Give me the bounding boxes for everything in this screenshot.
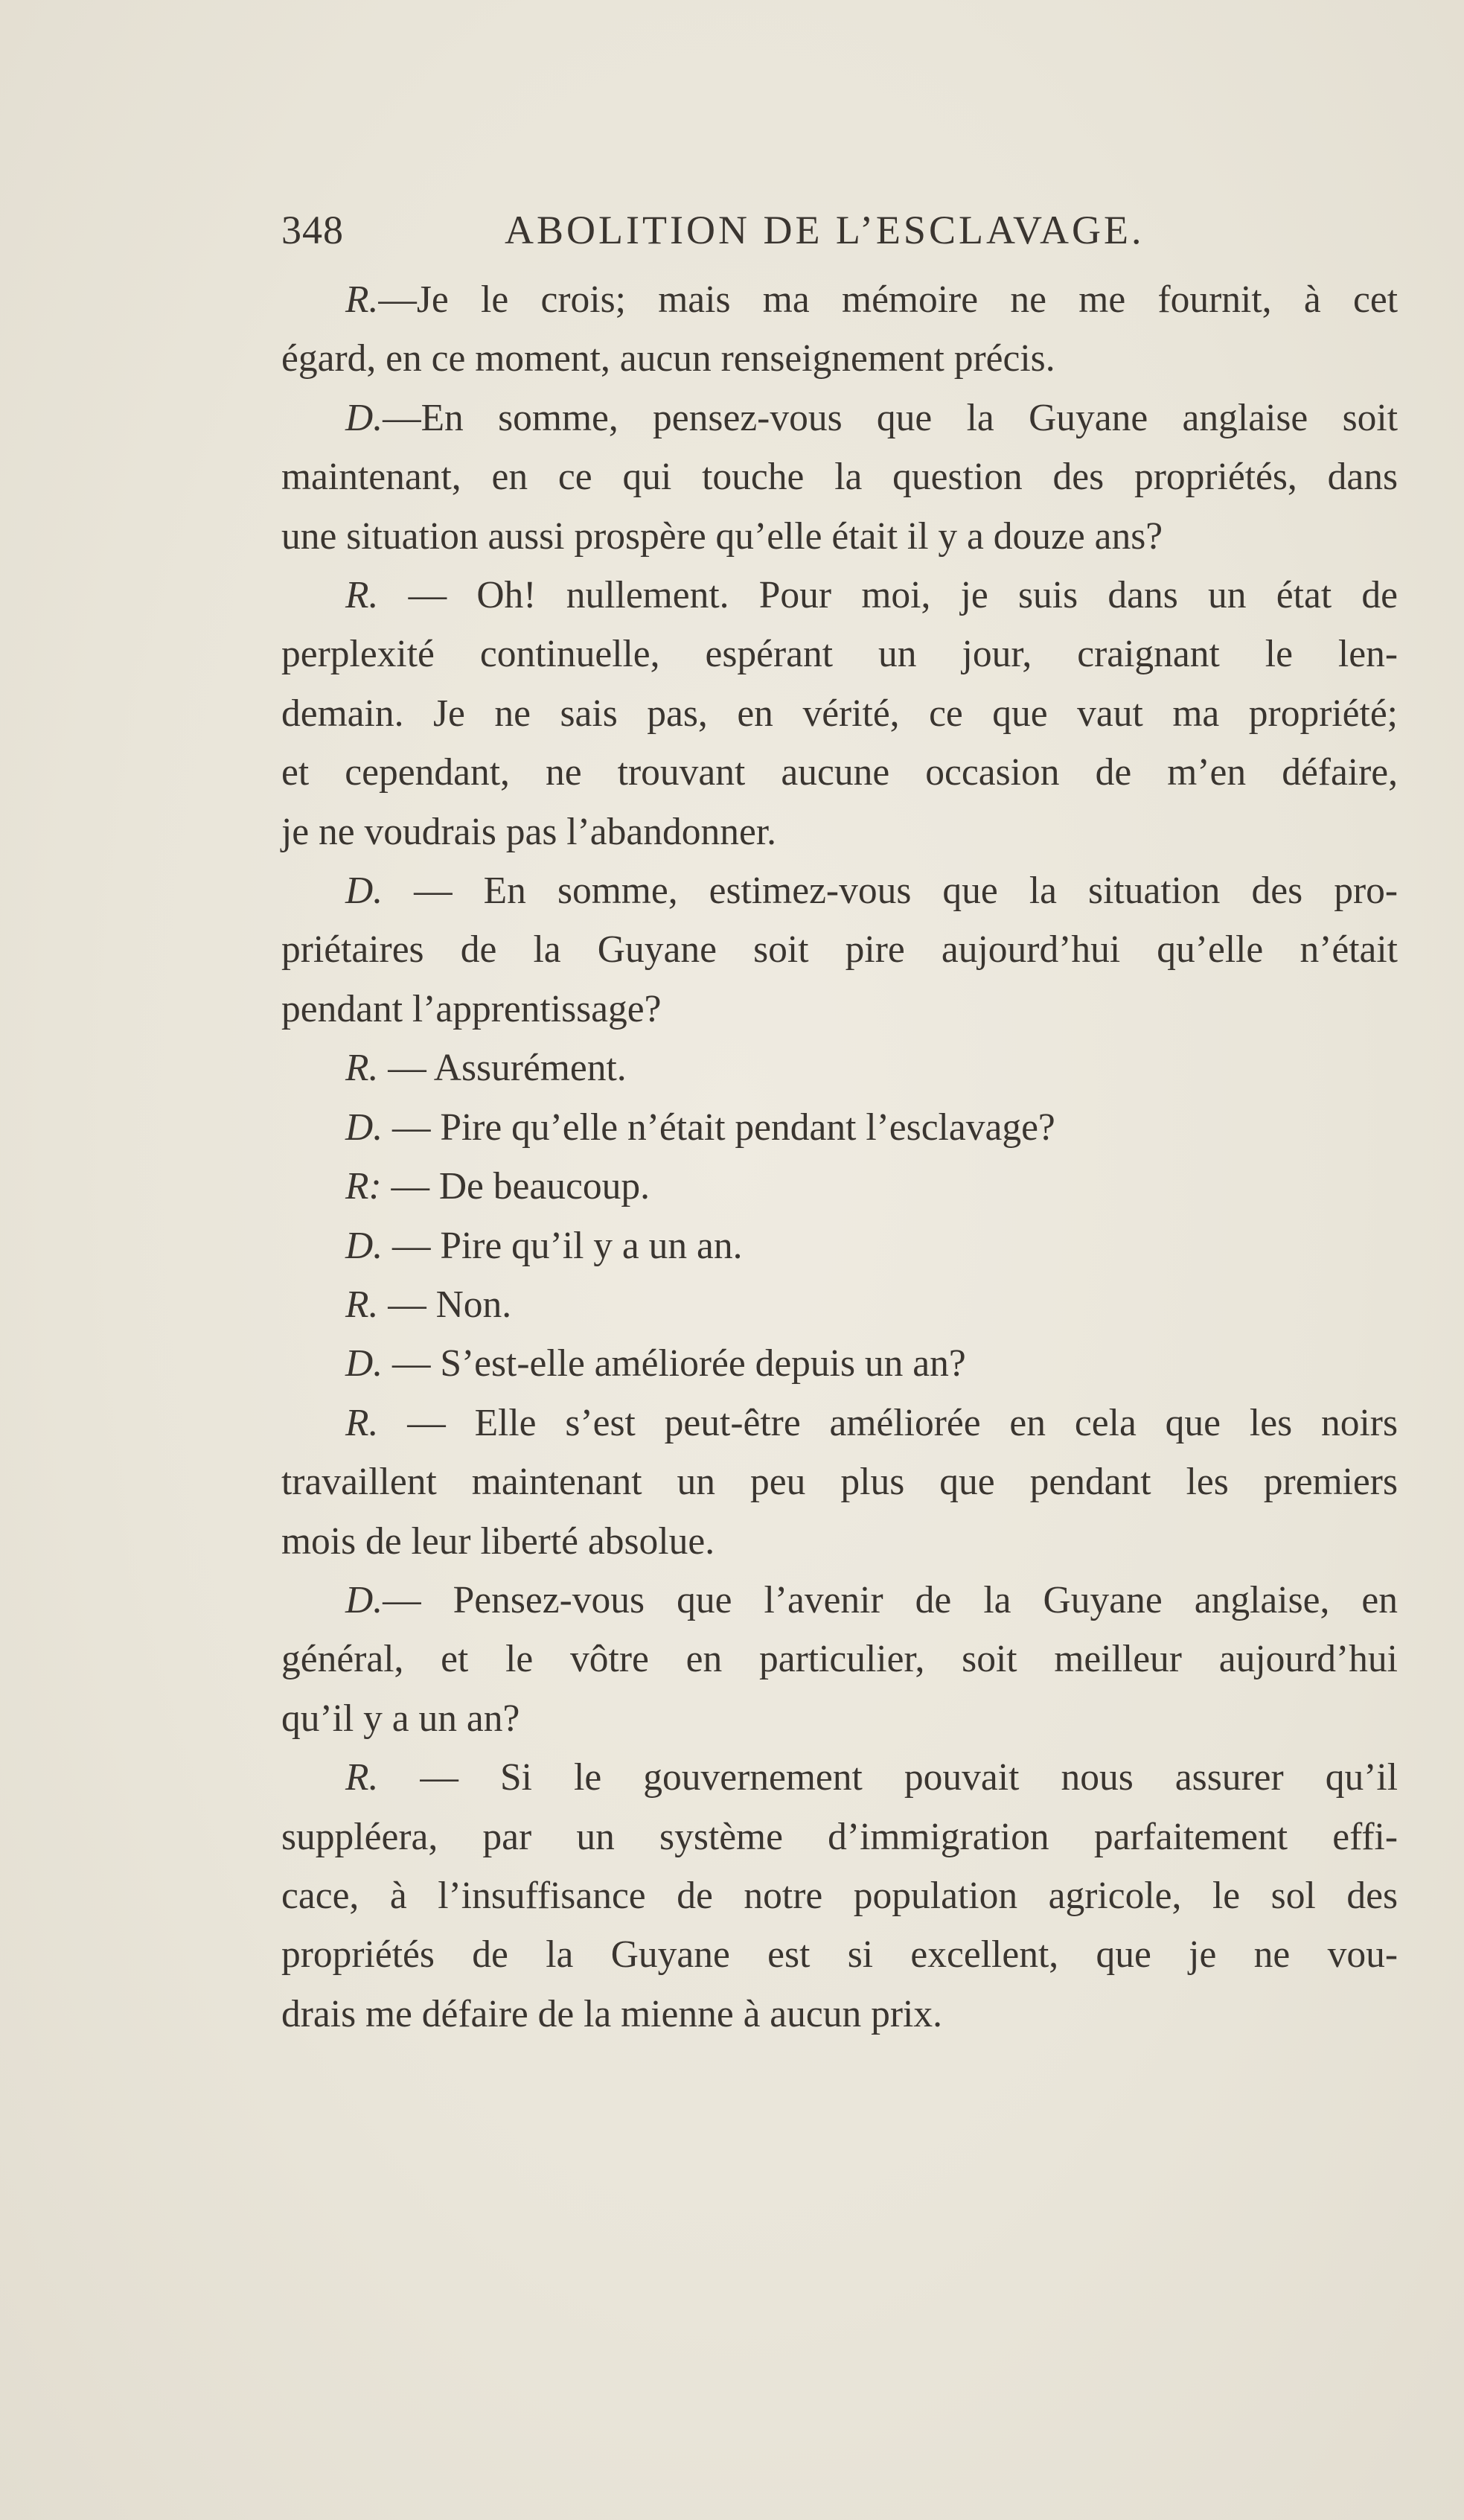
line-text: — Oh! nullement. Pour moi, je suis dans un état de bbox=[378, 574, 1398, 617]
text-line bbox=[281, 803, 1398, 861]
line-text: et cependant, ne trouvant aucune occasion de m’en défaire, bbox=[281, 751, 1398, 794]
text-line bbox=[281, 980, 1398, 1039]
text-line bbox=[281, 389, 1398, 447]
line-text: propriétés de la Guyane est si excellent, que je ne vou- bbox=[281, 1933, 1398, 1977]
answer-paragraph bbox=[281, 1275, 1398, 1334]
answer-paragraph bbox=[281, 1039, 1398, 1097]
text-line bbox=[281, 920, 1398, 979]
answer-paragraph bbox=[281, 566, 1398, 861]
line-text: pendant l’apprentissage? bbox=[281, 987, 662, 1030]
text-line bbox=[281, 1866, 1398, 1925]
speaker-label: D. bbox=[345, 1342, 383, 1385]
answer-paragraph bbox=[281, 1157, 1398, 1216]
line-text: — Non. bbox=[378, 1283, 512, 1326]
text-line bbox=[281, 1216, 1398, 1275]
running-title: ABOLITION DE L’ESCLAVAGE. bbox=[505, 208, 1145, 252]
line-text: —Je le crois; mais ma mémoire ne me fournit, à cet bbox=[378, 278, 1398, 321]
text-line bbox=[281, 270, 1398, 329]
line-text: demain. Je ne sais pas, en vérité, ce que vaut ma propriété; bbox=[281, 692, 1398, 735]
line-text: cace, à l’insuffisance de notre population agricole, le sol des bbox=[281, 1874, 1398, 1917]
speaker-label: R. bbox=[345, 1047, 379, 1090]
interview-text bbox=[281, 270, 1398, 2044]
line-text: maintenant, en ce qui touche la question des propriétés, dans bbox=[281, 456, 1398, 499]
speaker-label: R: bbox=[345, 1165, 382, 1208]
text-line bbox=[281, 1275, 1398, 1334]
speaker-label: D. bbox=[345, 396, 383, 439]
line-text: — Pire qu’elle n’était pendant l’esclavage? bbox=[383, 1106, 1055, 1149]
text-line bbox=[281, 1157, 1398, 1216]
text-line bbox=[281, 1512, 1398, 1571]
page-number: 348 bbox=[281, 208, 344, 252]
line-text: drais me défaire de la mienne à aucun prix. bbox=[281, 1992, 942, 2035]
line-text: —En somme, pensez-vous que la Guyane anglaise soit bbox=[383, 396, 1398, 439]
text-line bbox=[281, 329, 1398, 388]
line-text: une situation aussi prospère qu’elle était il y a douze ans? bbox=[281, 514, 1163, 558]
speaker-label: R. bbox=[345, 1283, 379, 1326]
text-line bbox=[281, 743, 1398, 802]
speaker-label: D. bbox=[345, 870, 383, 913]
speaker-label: R. bbox=[345, 1401, 379, 1444]
answer-paragraph bbox=[281, 1394, 1398, 1571]
question-paragraph bbox=[281, 861, 1398, 1039]
line-text: perplexité continuelle, espérant un jour, craignant le len- bbox=[281, 633, 1398, 676]
answer-paragraph bbox=[281, 1748, 1398, 2044]
line-text: — S’est-elle améliorée depuis un an? bbox=[383, 1342, 966, 1385]
speaker-label: R. bbox=[345, 278, 379, 321]
line-text: général, et le vôtre en particulier, soit meilleur aujourd’hui bbox=[281, 1638, 1398, 1681]
line-text: travaillent maintenant un peu plus que pendant les premiers bbox=[281, 1461, 1398, 1504]
question-paragraph bbox=[281, 1571, 1398, 1748]
text-line bbox=[281, 1748, 1398, 1807]
page-text-block bbox=[281, 207, 1398, 2044]
line-text: — Pensez-vous que l’avenir de la Guyane anglaise, en bbox=[383, 1578, 1398, 1621]
question-paragraph bbox=[281, 1216, 1398, 1275]
text-line bbox=[281, 625, 1398, 683]
text-line bbox=[281, 507, 1398, 566]
text-line bbox=[281, 1571, 1398, 1630]
question-paragraph bbox=[281, 1098, 1398, 1157]
text-line bbox=[281, 1334, 1398, 1393]
line-text: mois de leur liberté absolue. bbox=[281, 1519, 715, 1563]
speaker-label: D. bbox=[345, 1106, 383, 1149]
text-line bbox=[281, 1689, 1398, 1748]
text-line bbox=[281, 861, 1398, 920]
question-paragraph bbox=[281, 1334, 1398, 1393]
line-text: égard, en ce moment, aucun renseignement précis. bbox=[281, 337, 1055, 380]
line-text: — Assurément. bbox=[378, 1047, 627, 1090]
speaker-label: D. bbox=[345, 1578, 383, 1621]
question-paragraph bbox=[281, 389, 1398, 566]
answer-paragraph bbox=[281, 270, 1398, 389]
text-line bbox=[281, 566, 1398, 625]
text-line bbox=[281, 684, 1398, 743]
line-text: — Elle s’est peut-être améliorée en cela que les noirs bbox=[378, 1401, 1398, 1444]
text-line bbox=[281, 1925, 1398, 1984]
line-text: qu’il y a un an? bbox=[281, 1697, 520, 1740]
line-text: priétaires de la Guyane soit pire aujourd’hui qu’elle n’était bbox=[281, 928, 1398, 972]
text-line bbox=[281, 447, 1398, 506]
text-line bbox=[281, 1452, 1398, 1511]
text-line bbox=[281, 1098, 1398, 1157]
running-head bbox=[281, 207, 1398, 270]
line-text: je ne voudrais pas l’abandonner. bbox=[281, 810, 776, 853]
text-line bbox=[281, 1808, 1398, 1866]
speaker-label: R. bbox=[345, 1756, 379, 1799]
speaker-label: D. bbox=[345, 1224, 383, 1267]
text-line bbox=[281, 1630, 1398, 1688]
line-text: — Pire qu’il y a un an. bbox=[383, 1224, 743, 1267]
line-text: — En somme, estimez-vous que la situation des pro- bbox=[383, 870, 1398, 913]
line-text: — Si le gouvernement pouvait nous assurer qu’il bbox=[378, 1756, 1398, 1799]
text-line bbox=[281, 1985, 1398, 2044]
line-text: suppléera, par un système d’immigration parfaitement effi- bbox=[281, 1815, 1398, 1858]
speaker-label: R. bbox=[345, 574, 379, 617]
text-line bbox=[281, 1394, 1398, 1452]
line-text: — De beaucoup. bbox=[381, 1165, 650, 1208]
text-line bbox=[281, 1039, 1398, 1097]
